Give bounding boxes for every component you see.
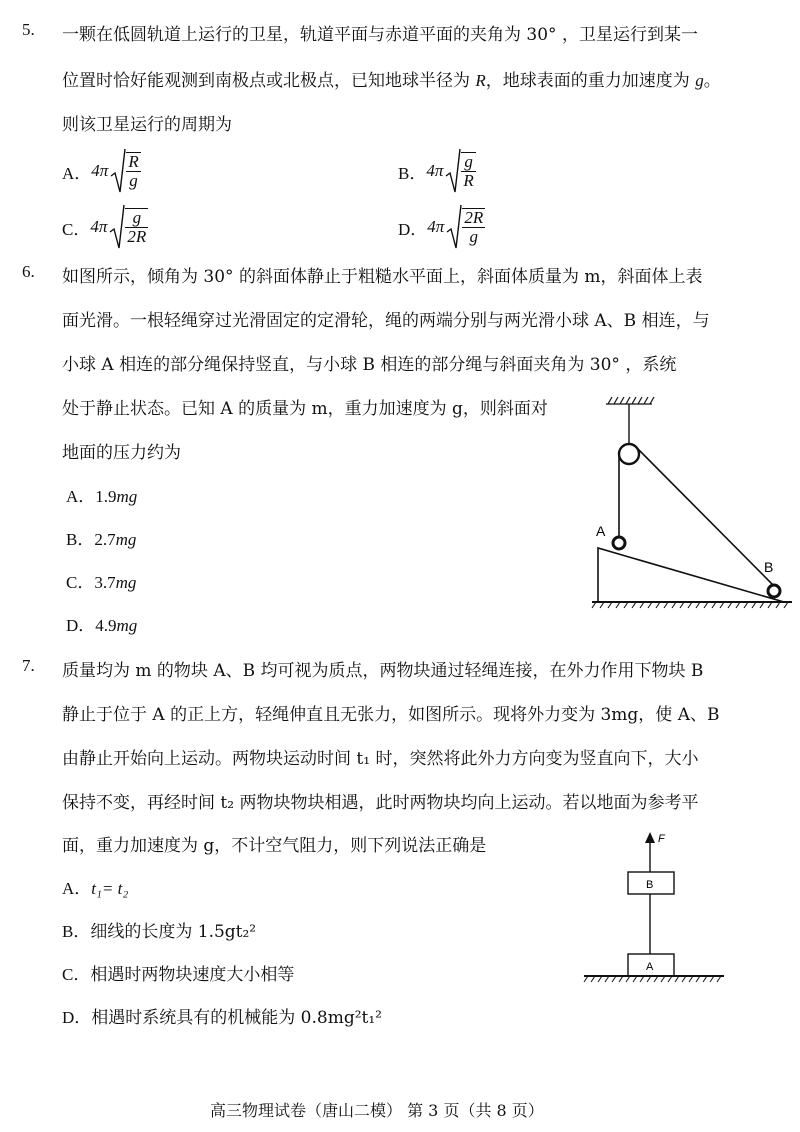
q7-line4: 保持不变，再经时间 t₂ 两物块物块相遇，此时两物块均向上运动。若以地面为参考平 bbox=[62, 793, 699, 813]
ceiling-hatch bbox=[606, 397, 654, 404]
q7-line3: 由静止开始向上运动。两物块运动时间 t₁ 时，突然将此外力方向变为竖直向下，大小 bbox=[62, 749, 699, 769]
q6-option-a: A．1.9mg bbox=[66, 487, 138, 506]
q6-option-d: D．4.9mg bbox=[66, 616, 138, 635]
q7-number: 7. bbox=[22, 656, 35, 675]
q6-option-b: B．2.7mg bbox=[66, 530, 137, 549]
q5-number: 5. bbox=[22, 20, 35, 39]
q5-line3: 则该卫星运行的周期为 bbox=[62, 115, 232, 135]
q6-line3: 小球 A 相连的部分绳保持竖直，与小球 B 相连的部分绳与斜面夹角为 30° ，系统 bbox=[62, 355, 677, 375]
q7-option-c: C．相遇时两物块速度大小相等 bbox=[62, 965, 295, 985]
q7-line2: 静止于位于 A 的正上方，轻绳伸直且无张力，如图所示。现将外力变为 3mg，使 A、B bbox=[62, 705, 720, 725]
label-a: A bbox=[596, 523, 606, 539]
q6-line5: 地面的压力约为 bbox=[62, 443, 181, 463]
pulley bbox=[619, 444, 639, 464]
force-arrow-head bbox=[645, 832, 655, 843]
ball-b bbox=[768, 585, 780, 597]
q6-line4: 处于静止状态。已知 A 的质量为 m，重力加速度为 g，则斜面对 bbox=[62, 399, 548, 419]
q7-blocks-figure bbox=[578, 828, 728, 990]
q5-option-d: D． 4π $\frac{2R}{g}$ bbox=[398, 204, 485, 250]
q7-option-b: B．细线的长度为 1.5gt₂² bbox=[62, 922, 257, 942]
q5-option-b: B． 4π $\frac{g}{R}$ bbox=[398, 148, 476, 194]
label-b: B bbox=[764, 559, 774, 575]
q5-line2: 位置时恰好能观测到南极点或北极点，已知地球半径为 R，地球表面的重力加速度为 g。 bbox=[62, 71, 721, 91]
q6-option-c: C．3.7mg bbox=[66, 573, 137, 592]
q6-incline-pulley-figure bbox=[588, 392, 796, 616]
incline-block bbox=[598, 548, 784, 602]
q5-option-a: A． 4π $\frac{R}{g}$ bbox=[62, 148, 141, 194]
label-f: F bbox=[658, 833, 665, 845]
ball-a bbox=[613, 537, 625, 549]
q7-line1: 质量均为 m 的物块 A、B 均可视为质点，两物块通过轻绳连接，在外力作用下物块 B bbox=[62, 661, 704, 681]
label-block-a: A bbox=[646, 961, 654, 973]
label-block-b: B bbox=[646, 879, 654, 891]
q7-option-d: D．相遇时系统具有的机械能为 0.8mg²t₁² bbox=[62, 1008, 382, 1028]
page-footer: 高三物理试卷（唐山二模） 第 3 页（共 8 页） bbox=[210, 1101, 544, 1120]
q6-line1: 如图所示，倾角为 30° 的斜面体静止于粗糙水平面上，斜面体质量为 m，斜面体上表 bbox=[62, 267, 703, 287]
q6-line2: 面光滑。一根轻绳穿过光滑固定的定滑轮，绳的两端分别与两光滑小球 A、B 相连，与 bbox=[62, 311, 710, 331]
q7-line5: 面，重力加速度为 g，不计空气阻力，则下列说法正确是 bbox=[62, 836, 487, 856]
q7-option-a: A．t₁= t₂ bbox=[62, 879, 129, 898]
q5-line1: 一颗在低圆轨道上运行的卫星，轨道平面与赤道平面的夹角为 30° ，卫星运行到某一 bbox=[62, 25, 698, 45]
q5-option-c: C． 4π $\frac{g}{2R}$ bbox=[62, 204, 148, 250]
q6-number: 6. bbox=[22, 262, 35, 281]
